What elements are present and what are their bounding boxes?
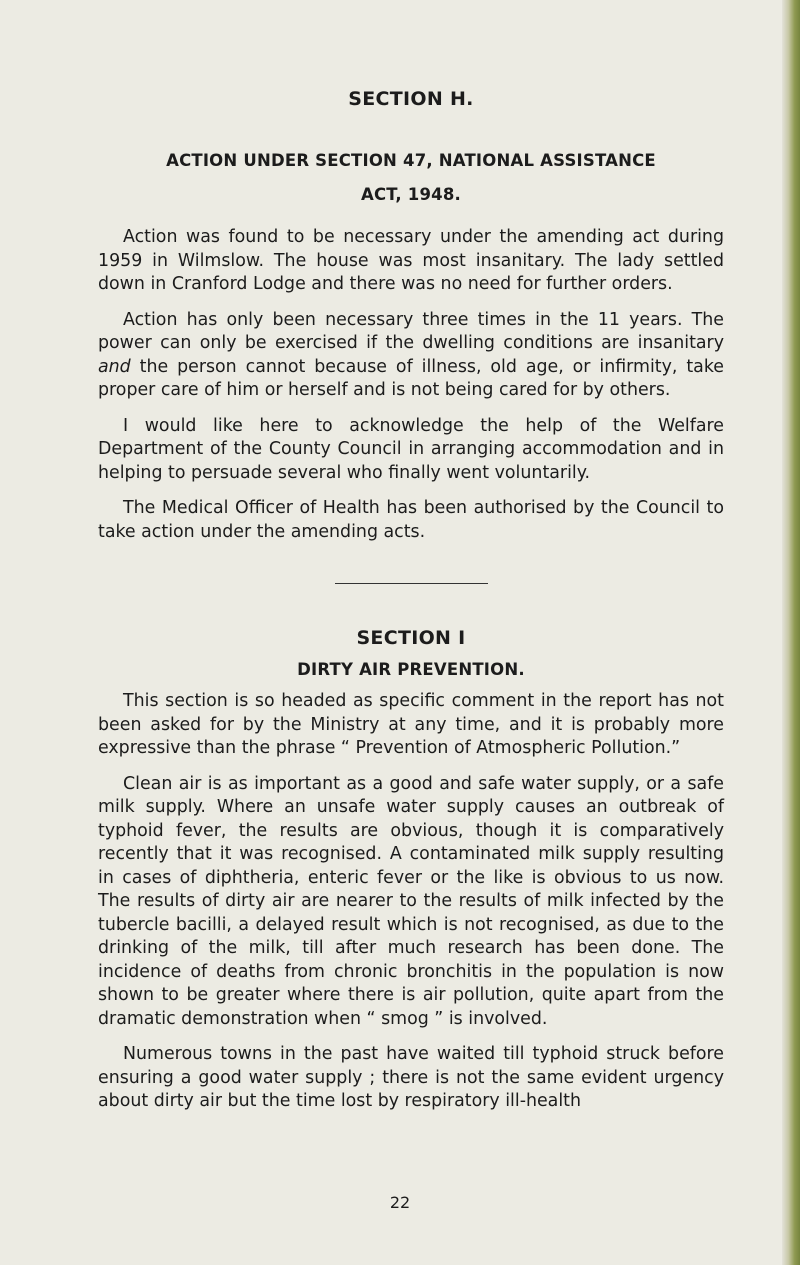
section-i-title: DIRTY AIR PREVENTION. bbox=[297, 660, 525, 679]
section-h-paragraph-2 bbox=[98, 309, 724, 403]
section-h-heading: SECTION H. bbox=[348, 88, 474, 110]
section-divider bbox=[335, 583, 488, 584]
page-edge-shadow bbox=[782, 0, 800, 1265]
section-h-title-line1: ACTION UNDER SECTION 47, NATIONAL ASSISTANCE bbox=[166, 151, 656, 170]
section-i-paragraph-3: Numerous towns in the past have waited till typhoid struck before ensuring a good water supply ; there is not the same evident urgency about dirty air but the time lost by respiratory ill-health bbox=[98, 1044, 724, 1111]
section-h-title bbox=[98, 144, 724, 212]
section-h-paragraph-3: I would like here to acknowledge the help of the Welfare Department of the County Council in arranging accommodation and in helping to persuade several who finally went voluntarily. bbox=[98, 415, 724, 483]
section-h-paragraph-1: Action was found to be necessary under the amending act during 1959 in Wilmslow. The house was most insanitary. The lady settled down in Cranford Lodge and there was no need for further orders. bbox=[98, 227, 724, 294]
section-h-paragraph-2-part-a: Action has only been necessary three times in the 11 years. The power can only be exercised if the dwelling conditions are insanitary bbox=[98, 309, 724, 353]
section-h-paragraph-2-part-b: the person cannot because of illness, old age, or infirmity, take proper care of him or herself and is not being cared for by others. bbox=[98, 356, 724, 400]
page-number: 22 bbox=[389, 1193, 411, 1212]
section-h-paragraph-4: The Medical Officer of Health has been authorised by the Council to take action under the amending acts. bbox=[98, 498, 724, 542]
section-i-paragraph-1: This section is so headed as specific comment in the report has not been asked for by the Ministry at any time, and it is probably more expressive than the phrase “ Prevention of Atmospheric Pollution.” bbox=[98, 691, 724, 758]
section-h-title-line2: ACT, 1948. bbox=[361, 185, 461, 204]
section-h-paragraph-2-emphasis: and bbox=[98, 356, 131, 377]
page-content bbox=[98, 88, 724, 1126]
section-i-heading: SECTION I bbox=[356, 627, 466, 649]
section-i-paragraph-2: Clean air is as important as a good and safe water supply, or a safe milk supply. Where an unsafe water supply causes an outbreak of typhoid fever, the results are obvious, though it is comparatively recently that it was recognised. A contaminated milk supply resulting in cases of diphtheria, enteric fever or the like is obvious to us now. The results of dirty air are nearer to the results of milk infected by the tubercle bacilli, a delayed result which is not recognised, as due to the drinking of the milk, till after much research has been done. The incidence of deaths from chronic bronchitis in the population is now shown to be greater where there is air pollution, quite apart from the dramatic demonstration when “ smog ” is involved. bbox=[98, 773, 724, 1029]
